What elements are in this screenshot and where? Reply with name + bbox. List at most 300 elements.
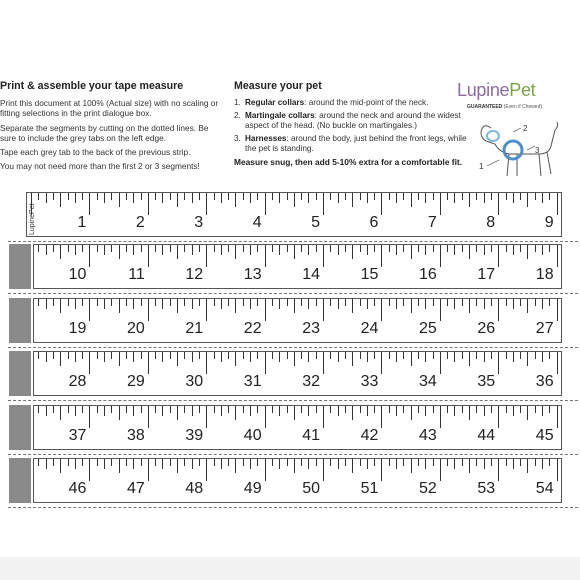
tick-mark [469, 352, 470, 366]
tick-mark [104, 299, 105, 309]
tick-mark [360, 352, 361, 359]
tick-mark [484, 352, 485, 362]
tick-mark [506, 299, 507, 306]
tick-mark [447, 245, 448, 252]
tick-mark [418, 299, 419, 306]
tick-mark [418, 352, 419, 359]
tick-mark [440, 459, 441, 481]
tick-mark [170, 245, 171, 252]
tick-mark [440, 193, 441, 215]
tick-mark [279, 299, 280, 309]
tick-mark [403, 299, 404, 306]
tick-mark [338, 459, 339, 469]
tick-mark [513, 193, 514, 203]
tick-mark [389, 299, 390, 306]
measure-heading: Measure your pet [234, 80, 322, 92]
tick-mark [75, 406, 76, 416]
tick-mark [111, 193, 112, 200]
tick-mark [177, 193, 178, 207]
cut-line [8, 400, 578, 401]
tape-number: 5 [311, 214, 320, 231]
tick-mark [38, 406, 39, 413]
item-label: Martingale collars [245, 111, 315, 121]
tick-mark [279, 352, 280, 362]
tick-mark [476, 193, 477, 200]
tape-number: 9 [544, 214, 554, 231]
tick-mark [38, 299, 39, 306]
tick-mark [257, 193, 258, 200]
tick-mark [491, 406, 492, 413]
tick-mark [192, 459, 193, 469]
tick-mark [542, 352, 543, 362]
tick-mark [60, 245, 61, 259]
tape-number: 53 [477, 480, 496, 497]
tick-mark [352, 459, 353, 473]
tick-mark [440, 406, 441, 428]
tick-mark [535, 193, 536, 200]
tick-mark [498, 193, 499, 215]
tick-mark [119, 406, 120, 420]
grey-tab [9, 298, 31, 343]
tick-mark [454, 299, 455, 309]
tape-number: 38 [127, 427, 145, 444]
tape-number: 40 [243, 427, 262, 444]
tick-mark [235, 459, 236, 473]
tick-mark [316, 406, 317, 413]
tick-mark [367, 245, 368, 255]
tape-number: 13 [243, 266, 262, 283]
tick-mark [228, 245, 229, 252]
tick-mark [301, 245, 302, 252]
measure-item-3 [234, 134, 479, 154]
tick-mark [476, 406, 477, 413]
tick-mark [520, 352, 521, 359]
tick-mark [425, 352, 426, 362]
tick-mark [498, 245, 499, 267]
tick-mark [287, 299, 288, 306]
tick-mark [89, 406, 90, 428]
tick-mark [440, 299, 441, 321]
tick-mark [170, 406, 171, 413]
label-1: 1 [479, 162, 484, 171]
measure-list [234, 98, 479, 154]
tick-mark [549, 299, 550, 306]
tick-mark [199, 406, 200, 413]
tick-mark [228, 193, 229, 200]
tick-mark [381, 352, 382, 374]
tick-mark [557, 299, 558, 321]
tape-number: 1 [77, 214, 87, 231]
tick-mark [454, 352, 455, 362]
tick-mark [68, 406, 69, 413]
tick-mark [148, 352, 149, 374]
tick-mark [352, 245, 353, 259]
tape-number: 12 [185, 266, 204, 283]
tick-mark [411, 459, 412, 473]
tick-mark [447, 459, 448, 466]
tick-mark [265, 459, 266, 481]
tick-mark [148, 406, 149, 428]
tick-mark [257, 245, 258, 252]
tick-mark [119, 352, 120, 366]
tick-mark [345, 299, 346, 306]
tick-mark [535, 299, 536, 306]
tick-mark [389, 352, 390, 359]
tape-number: 2 [135, 214, 145, 231]
tick-mark [89, 299, 90, 321]
tick-mark [520, 245, 521, 252]
tick-mark [338, 406, 339, 416]
tape-brand-label: LupinePet [29, 203, 36, 235]
tick-mark [301, 459, 302, 466]
tick-mark [206, 352, 207, 374]
tick-mark [396, 245, 397, 255]
tick-mark [250, 406, 251, 416]
tick-mark [316, 459, 317, 466]
tick-mark [243, 245, 244, 252]
tick-mark [411, 352, 412, 366]
instruction-4: You may not need more than the first 2 or 3 segments! [0, 161, 200, 172]
tape-number: 49 [243, 480, 262, 497]
tick-mark [316, 299, 317, 306]
tick-mark [294, 406, 295, 420]
tick-mark [279, 193, 280, 203]
tick-mark [433, 245, 434, 252]
tick-mark [177, 352, 178, 366]
tick-mark [279, 459, 280, 469]
tick-mark [133, 406, 134, 416]
tick-mark [506, 406, 507, 413]
tick-mark [542, 299, 543, 309]
tick-mark [46, 299, 47, 309]
tape-strip [33, 405, 562, 450]
tick-mark [155, 193, 156, 200]
tick-mark [155, 406, 156, 413]
tick-mark [469, 406, 470, 420]
tick-mark [433, 299, 434, 306]
tick-mark [170, 193, 171, 200]
tape-number: 41 [302, 427, 320, 444]
tape-number: 25 [419, 320, 437, 337]
tick-mark [323, 352, 324, 374]
tick-mark [323, 406, 324, 428]
tick-mark [141, 406, 142, 413]
tick-mark [498, 299, 499, 321]
tick-mark [60, 299, 61, 313]
tick-mark [119, 299, 120, 313]
tick-mark [82, 193, 83, 200]
print-instructions [0, 80, 222, 176]
tape-strip [33, 298, 562, 343]
tick-mark [250, 193, 251, 203]
label-3: 3 [535, 146, 540, 155]
tick-mark [287, 459, 288, 466]
tick-mark [250, 245, 251, 255]
tick-mark [126, 459, 127, 466]
guarantee-rest: (Even if Chewed) [502, 104, 543, 110]
brand-name-a: Lupine [457, 80, 510, 100]
tick-mark [126, 245, 127, 252]
grey-tab [9, 458, 31, 503]
tick-mark [535, 406, 536, 413]
tick-mark [221, 245, 222, 255]
tick-mark [250, 459, 251, 469]
tape-strip [33, 244, 562, 289]
top-background [0, 0, 580, 70]
tick-mark [462, 352, 463, 359]
tick-mark [148, 299, 149, 321]
measure-instructions [234, 80, 479, 167]
instruction-2: Separate the segments by cutting on the dotted lines. Be sure to include the grey tabs on the left edge. [0, 122, 209, 143]
tick-mark [389, 193, 390, 200]
tick-mark [374, 245, 375, 252]
tick-mark [374, 299, 375, 306]
tick-mark [308, 406, 309, 416]
tick-mark [97, 193, 98, 200]
tick-mark [527, 459, 528, 473]
tick-mark [243, 193, 244, 200]
tick-mark [345, 459, 346, 466]
tick-mark [301, 352, 302, 359]
tick-mark [257, 299, 258, 306]
tape-number: 22 [243, 320, 262, 337]
tick-mark [38, 245, 39, 252]
tape-number: 4 [252, 214, 262, 231]
tick-mark [374, 193, 375, 200]
tick-mark [133, 245, 134, 255]
tick-mark [235, 299, 236, 313]
grey-tab [9, 405, 31, 450]
grey-tab [9, 351, 31, 396]
tick-mark [104, 245, 105, 255]
tick-mark [60, 193, 61, 207]
tick-mark [542, 459, 543, 469]
tick-mark [367, 193, 368, 203]
tick-mark [411, 299, 412, 313]
tick-mark [155, 245, 156, 252]
tick-mark [301, 299, 302, 306]
tick-mark [323, 193, 324, 215]
item-label: Harnesses [245, 134, 287, 144]
tick-mark [272, 406, 273, 413]
tick-mark [316, 352, 317, 359]
tick-mark [557, 459, 558, 481]
tick-mark [469, 193, 470, 207]
tick-mark [403, 459, 404, 466]
tape-number: 7 [427, 214, 437, 231]
tick-mark [199, 193, 200, 200]
tick-mark [184, 406, 185, 413]
tick-mark [177, 406, 178, 420]
tape-number: 6 [369, 214, 379, 231]
tick-mark [53, 299, 54, 306]
tick-mark [272, 459, 273, 466]
tick-mark [476, 459, 477, 466]
tick-mark [330, 352, 331, 359]
tape-number: 3 [194, 214, 204, 231]
print-heading: Print & assemble your tape measure [0, 80, 184, 92]
tick-mark [433, 352, 434, 359]
tick-mark [308, 245, 309, 255]
item-text: : around the body, just behind the front legs, while the pet is standing. [245, 134, 467, 154]
tick-mark [126, 406, 127, 413]
tick-mark [294, 245, 295, 259]
tick-mark [250, 352, 251, 362]
tick-mark [68, 352, 69, 359]
tick-mark [330, 193, 331, 200]
tick-mark [433, 193, 434, 200]
tick-mark [520, 406, 521, 413]
tick-mark [111, 406, 112, 413]
tick-mark [396, 193, 397, 203]
tick-mark [301, 406, 302, 413]
tick-mark [46, 459, 47, 469]
tick-mark [316, 193, 317, 200]
tick-mark [360, 406, 361, 413]
tick-mark [53, 406, 54, 413]
tick-mark [345, 352, 346, 359]
tick-mark [265, 245, 266, 267]
tick-mark [381, 193, 382, 215]
bottom-background [0, 557, 580, 580]
tick-mark [374, 406, 375, 413]
tick-mark [257, 352, 258, 359]
tick-mark [272, 352, 273, 359]
tick-mark [396, 352, 397, 362]
tape-number: 28 [68, 373, 87, 390]
tick-mark [484, 299, 485, 309]
tick-mark [265, 406, 266, 428]
tick-mark [199, 299, 200, 306]
tape-number: 17 [477, 266, 496, 283]
tick-mark [308, 352, 309, 362]
tick-mark [381, 245, 382, 267]
tick-mark [228, 459, 229, 466]
tick-mark [498, 352, 499, 374]
tick-mark [75, 299, 76, 309]
tick-mark [557, 193, 558, 215]
tick-mark [411, 406, 412, 420]
tape-number: 21 [185, 320, 204, 337]
tick-mark [97, 406, 98, 413]
tick-mark [141, 352, 142, 359]
tick-mark [527, 245, 528, 259]
tape-number: 43 [419, 427, 437, 444]
tape-number: 14 [302, 266, 320, 283]
tick-mark [148, 459, 149, 481]
tick-mark [440, 245, 441, 267]
tape-number: 30 [185, 373, 204, 390]
instruction-3: Tape each grey tab to the back of the previous strip. [0, 147, 191, 158]
tick-mark [279, 406, 280, 416]
tick-mark [447, 406, 448, 413]
tick-mark [527, 406, 528, 420]
tick-mark [155, 299, 156, 306]
tick-mark [177, 459, 178, 473]
tape-number: 20 [127, 320, 145, 337]
tick-mark [469, 459, 470, 473]
tick-mark [549, 406, 550, 413]
tick-mark [221, 406, 222, 416]
tick-mark [104, 193, 105, 203]
tick-mark [308, 299, 309, 309]
tape-number: 33 [360, 373, 379, 390]
tick-mark [46, 193, 47, 203]
tick-mark [243, 459, 244, 466]
tick-mark [133, 459, 134, 469]
tick-mark [484, 245, 485, 255]
tick-mark [162, 352, 163, 362]
tape-number: 24 [360, 320, 379, 337]
tape-strip [33, 458, 562, 503]
tape-number: 45 [535, 427, 554, 444]
tick-mark [111, 299, 112, 306]
tick-mark [352, 352, 353, 366]
tick-mark [184, 245, 185, 252]
tick-mark [330, 459, 331, 466]
tape-number: 19 [68, 320, 87, 337]
tick-mark [126, 193, 127, 200]
tick-mark [265, 193, 266, 215]
tick-mark [491, 299, 492, 306]
tick-mark [38, 352, 39, 359]
tick-mark [235, 406, 236, 420]
tape-number: 37 [68, 427, 87, 444]
tick-mark [454, 245, 455, 255]
tick-mark [542, 245, 543, 255]
tick-mark [126, 299, 127, 306]
tick-mark [272, 193, 273, 200]
tick-mark [243, 406, 244, 413]
tick-mark [221, 352, 222, 362]
tick-mark [162, 459, 163, 469]
tick-mark [323, 245, 324, 267]
tape-number: 42 [360, 427, 379, 444]
tick-mark [403, 406, 404, 413]
tick-mark [111, 245, 112, 252]
tick-mark [170, 299, 171, 306]
tick-mark [454, 406, 455, 416]
tape-number: 52 [419, 480, 437, 497]
tick-mark [367, 299, 368, 309]
tick-mark [75, 193, 76, 203]
tick-mark [520, 299, 521, 306]
tick-mark [418, 245, 419, 252]
tick-mark [549, 459, 550, 466]
tick-mark [513, 299, 514, 309]
tick-mark [192, 352, 193, 362]
tick-mark [535, 245, 536, 252]
tick-mark [133, 352, 134, 362]
tick-mark [228, 299, 229, 306]
tick-mark [425, 193, 426, 203]
tick-mark [462, 193, 463, 200]
tape-number: 31 [243, 373, 262, 390]
tick-mark [352, 406, 353, 420]
tick-mark [133, 299, 134, 309]
tape-number: 48 [185, 480, 204, 497]
tick-mark [527, 299, 528, 313]
tick-mark [279, 245, 280, 255]
tape-number: 16 [419, 266, 437, 283]
tick-mark [192, 299, 193, 309]
tick-mark [53, 459, 54, 466]
tick-mark [119, 245, 120, 259]
tick-mark [520, 193, 521, 200]
tape-number: 50 [302, 480, 320, 497]
tick-mark [111, 459, 112, 466]
tick-mark [411, 193, 412, 207]
